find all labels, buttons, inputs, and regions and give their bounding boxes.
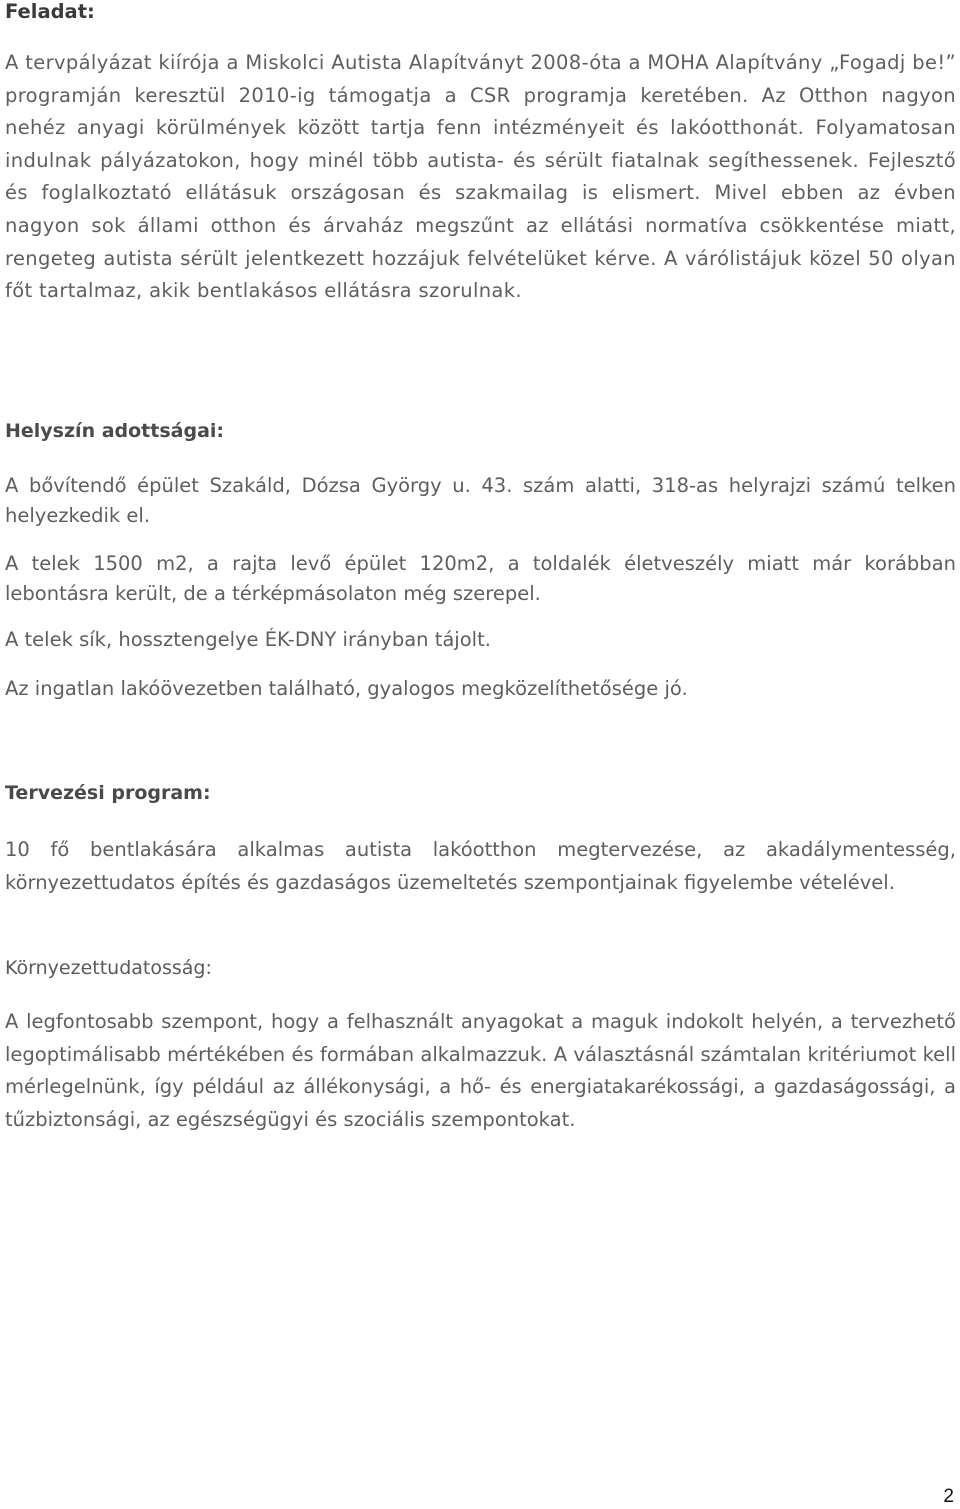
task-paragraph: A tervpályázat kiírója a Miskolci Autista Alapítványt 2008-óta a MOHA Alapítvány „Fogadj be!” programján keresztül 2010-ig támogatja a CSR programja keretében. Az Otthon nagyon nehéz anyagi körülmények között tartja fenn intézményeit és lakóotthonát. Folyamatosan indulnak pályázatokon, hogy minél több autista- és sérült fiatalnak segíthessenek. Fejlesztő és foglalkoztató ellátásuk országosan és szakmailag is elismert. Mivel ebben az évben nagyon sok állami otthon és árvaház megszűnt az ellátási normatíva csökkentése miatt, rengeteg autista sérült jelentkezett hozzájuk felvételüket kérve. A várólistájuk közel 50 olyan főt tartalmaz, akik bentlakásos ellátásra szorulnak. — [5, 51, 956, 303]
task-heading: Feladat: — [5, 0, 95, 23]
environment-subheading: Környezettudatosság: — [5, 957, 212, 979]
program-heading: Tervezési program: — [5, 782, 211, 804]
environment-paragraph: A legfontosabb szempont, hogy a felhasznált anyagokat a maguk indokolt helyén, a tervezhető legoptimálisabb mértékében és formában alkalmazzuk. A választásnál számtalan kritériumot kell mérlegelnünk, így például az állékonysági, a hő- és energiatakarékossági, a gazdaságossági, a tűzbiztonsági, az egészségügyi és szociális szempontokat. — [5, 1010, 956, 1131]
page-number: 2 — [943, 1486, 954, 1507]
site-heading: Helyszín adottságai: — [5, 420, 225, 442]
site-paragraph-orientation: A telek sík, hossztengelye ÉK-DNY irányban tájolt. — [5, 628, 491, 651]
site-paragraph-location: A bővítendő épület Szakáld, Dózsa György u. 43. szám alatti, 318-as helyrajzi számú telken helyezkedik el. — [5, 474, 956, 527]
site-paragraph-plot: A telek 1500 m2, a rajta levő épület 120m2, a toldalék életveszély miatt már korábban lebontásra került, de a térképmásolaton még szerepel. — [5, 552, 956, 605]
program-paragraph: 10 fő bentlakására alkalmas autista lakóotthon megtervezése, az akadálymentesség, környezettudatos építés és gazdaságos üzemeltetés szempontjainak figyelembe vételével. — [5, 838, 956, 894]
site-paragraph-access: Az ingatlan lakóövezetben található, gyalogos megközelíthetősége jó. — [5, 677, 688, 700]
